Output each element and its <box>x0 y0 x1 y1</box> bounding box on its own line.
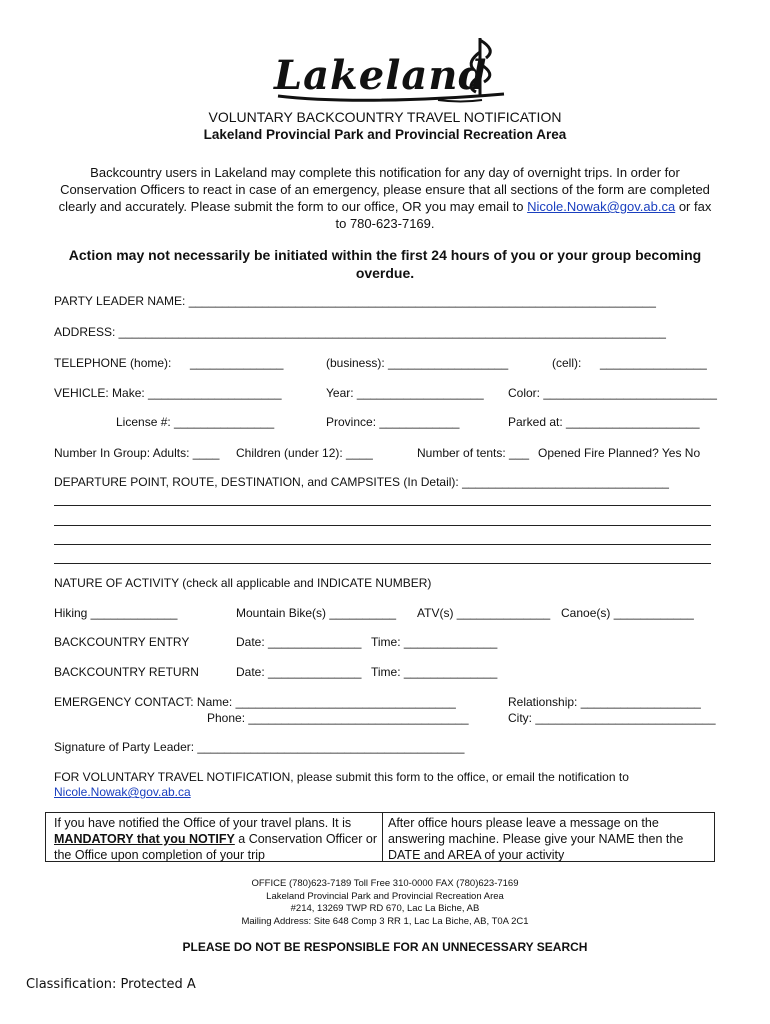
province-field[interactable]: Province: ____________ <box>326 415 460 429</box>
notice-box-divider <box>382 813 383 861</box>
license-field[interactable]: License #: _______________ <box>116 415 275 429</box>
office-line-2: Lakeland Provincial Park and Provincial Recreation Area <box>266 890 504 902</box>
office-line-3: #214, 13269 TWP RD 670, Lac La Biche, AB <box>290 903 480 914</box>
telephone-cell-label: (cell): <box>552 356 582 370</box>
warning-text: PLEASE DO NOT BE RESPONSIBLE FOR AN UNNECESSARY SEARCH <box>182 940 588 954</box>
vehicle-make-field[interactable]: VEHICLE: Make: ____________________ <box>54 386 282 400</box>
telephone-home-field[interactable]: ______________ <box>190 356 284 370</box>
submit-email-link[interactable]: Nicole.Nowak@gov.ab.ca <box>54 785 191 799</box>
canoe-field[interactable]: Canoe(s) ____________ <box>561 606 694 620</box>
return-label: BACKCOUNTRY RETURN <box>54 665 199 679</box>
entry-label: BACKCOUNTRY ENTRY <box>54 635 190 649</box>
notice-box <box>45 812 715 862</box>
intro-fax-text: or fax to 780-623-7169. <box>335 199 712 231</box>
emergency-name-field[interactable]: EMERGENCY CONTACT: Name: _________________________________ <box>54 695 456 709</box>
departure-line-4[interactable] <box>54 563 711 564</box>
notice-left-text-2: a Conservation Officer or the Office upon completion of your trip <box>54 832 377 862</box>
classification-label: Classification: Protected A <box>26 977 196 992</box>
intro-paragraph <box>55 164 715 232</box>
vehicle-color-field[interactable]: Color: __________________________ <box>508 386 717 400</box>
telephone-business-field[interactable]: (business): __________________ <box>326 356 509 370</box>
atv-field[interactable]: ATV(s) ______________ <box>417 606 551 620</box>
address-field[interactable]: ADDRESS: __________________________________________________________________________________ <box>54 325 666 339</box>
party-leader-field[interactable]: PARTY LEADER NAME: ______________________________________________________________________ <box>54 294 656 308</box>
submit-note: FOR VOLUNTARY TRAVEL NOTIFICATION, please submit this form to the office, or email the notification to <box>54 770 629 784</box>
vehicle-year-field[interactable]: Year: ___________________ <box>326 386 484 400</box>
group-children-field[interactable]: Children (under 12): ____ <box>236 446 373 460</box>
form-subtitle: Lakeland Provincial Park and Provincial Recreation Area <box>203 127 567 142</box>
emergency-phone-field[interactable]: Phone: _________________________________ <box>207 711 469 725</box>
return-time-field[interactable]: Time: ______________ <box>371 665 498 679</box>
fire-planned-field[interactable]: Opened Fire Planned? Yes No <box>538 446 701 460</box>
office-line-1: OFFICE (780)623-7189 Toll Free 310-0000 FAX (780)623-7169 <box>251 878 519 889</box>
office-line-4: Mailing Address: Site 648 Comp 3 RR 1, Lac La Biche, AB, T0A 2C1 <box>241 915 529 927</box>
parked-at-field[interactable]: Parked at: ____________________ <box>508 415 700 429</box>
notice-box-right: After office hours please leave a message on the answering machine. Please give your NAME then the DATE and AREA of your activity <box>388 816 684 862</box>
relationship-field[interactable]: Relationship: __________________ <box>508 695 701 709</box>
entry-time-field[interactable]: Time: ______________ <box>371 635 498 649</box>
city-field[interactable]: City: ___________________________ <box>508 711 716 725</box>
return-date-field[interactable]: Date: ______________ <box>236 665 362 679</box>
hiking-field[interactable]: Hiking _____________ <box>54 606 178 620</box>
departure-line-2[interactable] <box>54 525 711 526</box>
notice-box-left <box>54 815 380 863</box>
logo-wordmark: Lakeland <box>274 52 488 99</box>
telephone-home-label: TELEPHONE (home): <box>54 356 172 370</box>
intro-text: Backcountry users in Lakeland may complete this notification for any day of overnight trips. In order for Conservation Officers to react in case of an emergency, please ensure that all sections of the form are completed clearly and accurately. Please submit the form to our office, OR you may email to <box>58 165 710 214</box>
form-title: VOLUNTARY BACKCOUNTRY TRAVEL NOTIFICATION <box>208 109 562 125</box>
office-info <box>0 878 770 928</box>
mountain-bike-field[interactable]: Mountain Bike(s) __________ <box>236 606 397 620</box>
signature-field[interactable]: Signature of Party Leader: ________________________________________ <box>54 740 465 754</box>
intro-email-link[interactable]: Nicole.Nowak@gov.ab.ca <box>527 199 676 214</box>
departure-field[interactable]: DEPARTURE POINT, ROUTE, DESTINATION, and CAMPSITES (In Detail): _______________________________ <box>54 475 669 489</box>
entry-date-field[interactable]: Date: ______________ <box>236 635 362 649</box>
lakeland-logo <box>268 30 508 110</box>
action-notice: Action may not necessarily be initiated within the first 24 hours of you or your group becoming overdue. <box>68 247 702 281</box>
departure-line-1[interactable] <box>54 505 711 506</box>
notice-left-bold: MANDATORY that you NOTIFY <box>54 832 235 846</box>
group-adults-field[interactable]: Number In Group: Adults: ____ <box>54 446 220 460</box>
departure-line-3[interactable] <box>54 544 711 545</box>
telephone-cell-field[interactable]: ________________ <box>600 356 707 370</box>
tents-field[interactable]: Number of tents: ___ <box>417 446 530 460</box>
nature-heading: NATURE OF ACTIVITY (check all applicable and INDICATE NUMBER) <box>54 576 432 590</box>
notice-left-text-1: If you have notified the Office of your travel plans. It is <box>54 816 352 830</box>
